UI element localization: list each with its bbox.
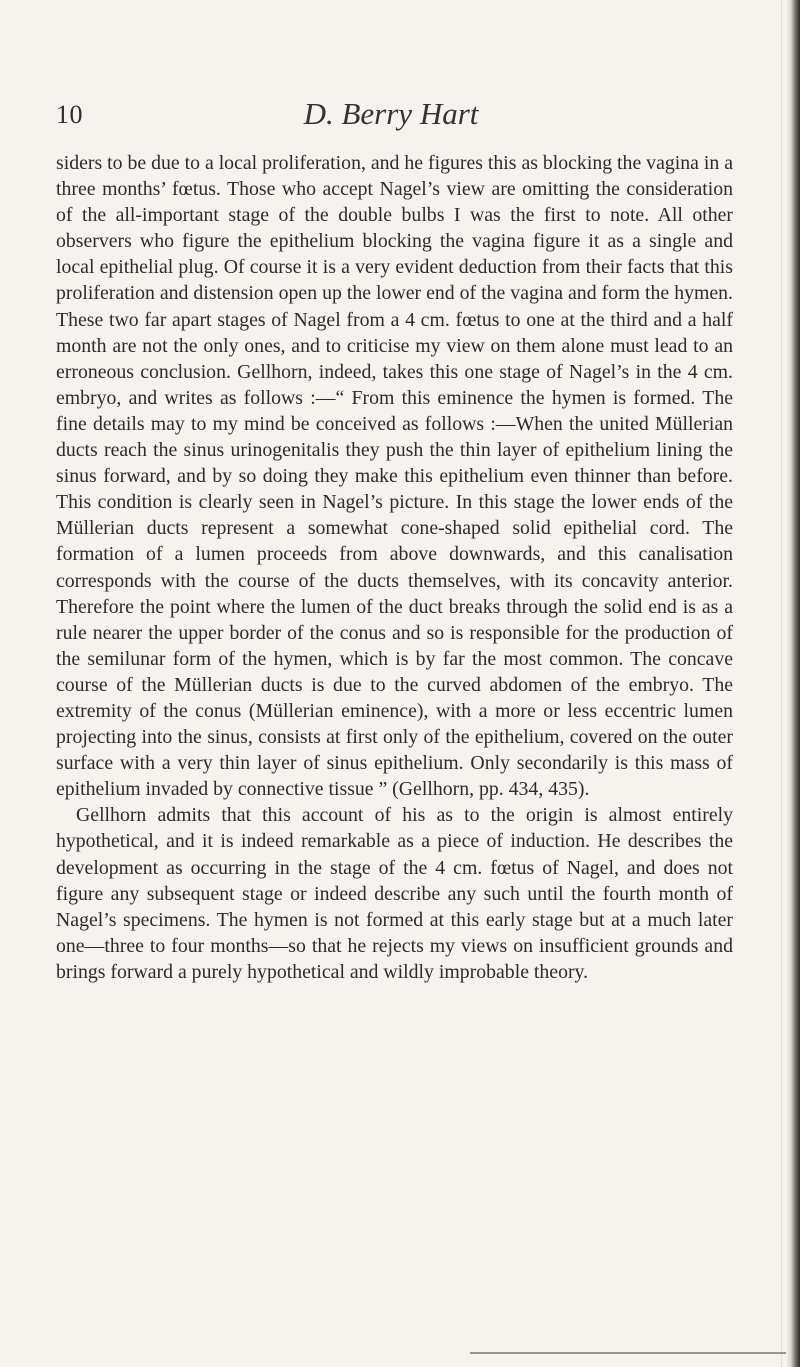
page-number: 10 xyxy=(56,100,83,129)
running-head: D. Berry Hart xyxy=(303,96,479,131)
paragraph: Gellhorn admits that this account of his as to the origin is almost entirely hypothetical, and it is indeed remarkable as a piece of induction. He describes the development as occurring in the stage of the 4 cm. fœtus of Nagel, and does not figure any subsequent stage or indeed describe any such until the fourth month of Nagel’s specimens. The hymen is not formed at this early stage but at a much later one—three to four months—so that he rejects my views on insufficient grounds and brings forward a purely hypothetical and wildly improbable theory. xyxy=(56,804,733,983)
page-header xyxy=(56,96,726,140)
book-spine-shadow xyxy=(786,0,800,1367)
body-text xyxy=(56,150,733,985)
bottom-rule xyxy=(470,1352,786,1354)
paragraph: siders to be due to a local proliferation, and he figures this as blocking the vagina in a three months’ fœtus. Those who accept Nagel’s view are omitting the consideration of the all-important stage of the double bulbs I was the first to note. All other observers who figure the epithelium blocking the vagina figure it as a single and local epithelial plug. Of course it is a very evident deduction from their facts that this proliferation and distension open up the lower end of the vagina and form the hymen. These two far apart stages of Nagel from a 4 cm. fœtus to one at the third and a half month are not the only ones, and to criticise my view on them alone must lead to an erroneous conclusion. Gellhorn, indeed, takes this one stage of Nagel’s in the 4 cm. embryo, and writes as follows :—“ From this eminence the hymen is formed. The fine details may to my mind be conceived as follows :—When the united Müllerian ducts reach the sinus urinogenitalis they push the thin layer of epithelium lining the sinus forward, and by so doing they make this epithelium even thinner than before. This condition is clearly seen in Nagel’s picture. In this stage the lower ends of the Müllerian ducts represent a somewhat cone-shaped solid epithelial cord. The formation of a lumen proceeds from above downwards, and this canalisation corresponds with the course of the ducts themselves, with its concavity anterior. Therefore the point where the lumen of the duct breaks through the solid end is as a rule nearer the upper border of the conus and so is responsible for the production of the semilunar form of the hymen, which is by far the most common. The concave course of the Müllerian ducts is due to the curved abdomen of the embryo. The extremity of the conus (Müllerian eminence), with a more or less eccentric lumen projecting into the sinus, consists at first only of the epithelium, covered on the outer surface with a very thin layer of sinus epithelium. Only secondarily is this mass of epithelium invaded by connective tissue ” (Gellhorn, pp. 434, 435). xyxy=(56,152,733,801)
page-edge-highlight xyxy=(781,0,782,1367)
